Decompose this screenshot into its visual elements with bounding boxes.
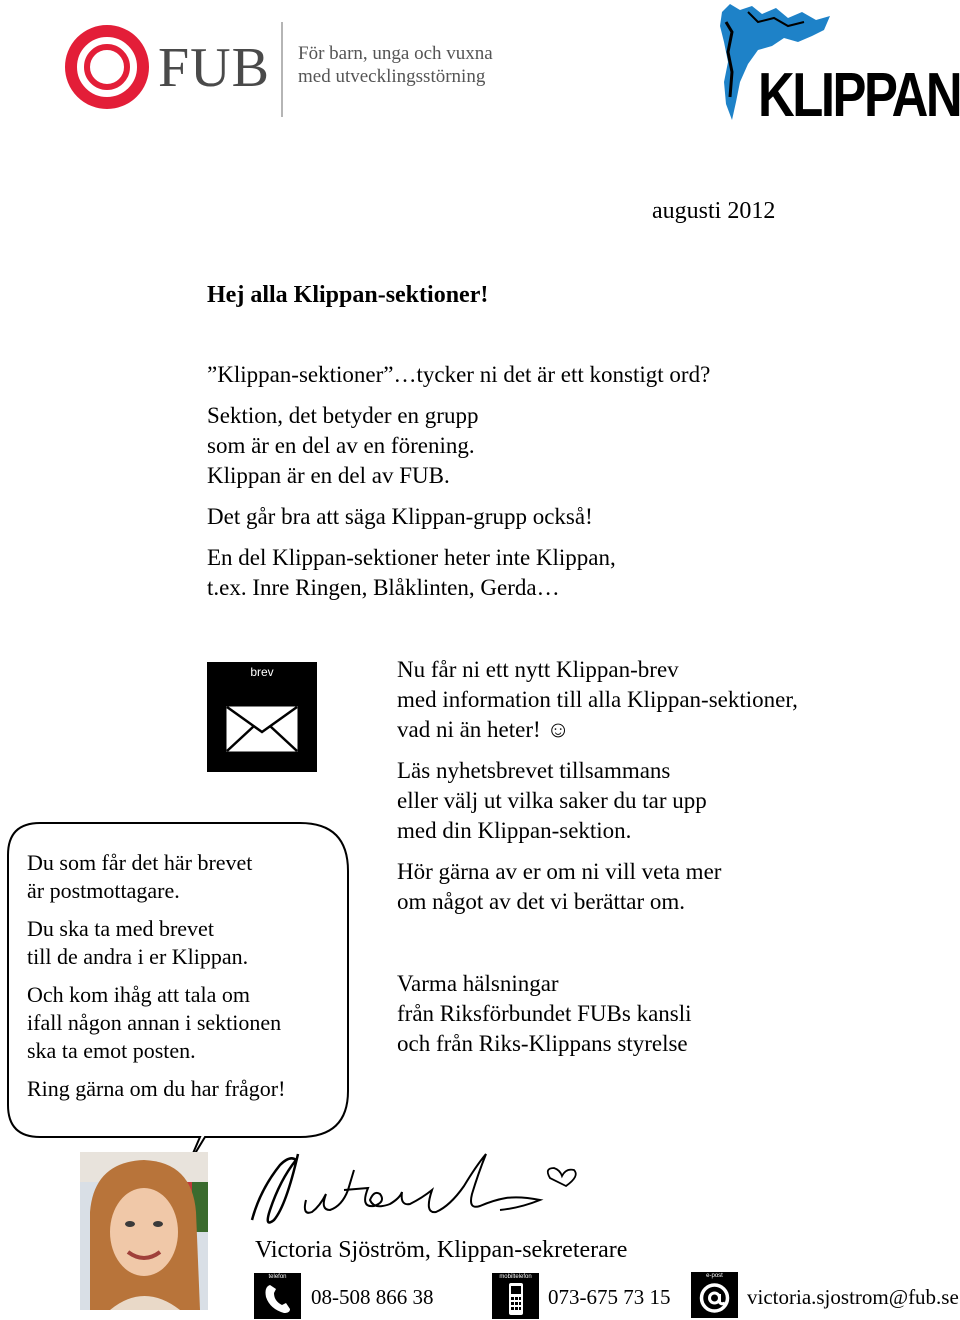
mobile-phone-icon bbox=[492, 1273, 539, 1319]
at-sign-icon bbox=[691, 1272, 738, 1318]
fub-logo bbox=[62, 22, 502, 117]
text-line: ska ta emot posten. bbox=[27, 1038, 196, 1063]
intro-text bbox=[207, 360, 710, 614]
intro-paragraph: ”Klippan-sektioner”…tycker ni det är ett konstigt ord? bbox=[207, 362, 711, 387]
message-paragraph bbox=[397, 857, 798, 917]
fub-tagline-line: För barn, unga och vuxna bbox=[298, 43, 493, 64]
speech-bubble-text bbox=[27, 849, 285, 1113]
text-line: En del Klippan-sektioner heter inte Klippan, bbox=[207, 545, 616, 570]
phone-pictogram bbox=[254, 1273, 301, 1319]
bubble-paragraph bbox=[27, 981, 285, 1065]
bubble-paragraph bbox=[27, 849, 285, 905]
text-line: Du som får det här brevet bbox=[27, 850, 253, 875]
intro-paragraph bbox=[207, 401, 710, 491]
letter-greeting: Hej alla Klippan-sektioner! bbox=[207, 282, 489, 308]
bubble-paragraph: Ring gärna om du har frågor! bbox=[27, 1076, 286, 1101]
handwritten-signature bbox=[250, 1150, 590, 1240]
closing-greetings bbox=[397, 969, 692, 1059]
email-pictogram-label: e-post bbox=[706, 1273, 723, 1279]
letter-pictogram bbox=[207, 662, 317, 772]
text-line: Varma hälsningar bbox=[397, 971, 559, 996]
message-paragraph bbox=[397, 756, 798, 846]
portrait-photo bbox=[80, 1152, 208, 1310]
envelope-icon bbox=[226, 706, 298, 752]
klippan-logo bbox=[718, 2, 960, 130]
fub-tagline bbox=[298, 42, 493, 88]
fub-divider bbox=[281, 22, 283, 117]
phone-pictogram-label: telefon bbox=[268, 1274, 287, 1280]
text-line: Sektion, det betyder en grupp bbox=[207, 403, 479, 428]
text-line: Klippan är en del av FUB. bbox=[207, 463, 450, 488]
text-line: Och kom ihåg att tala om bbox=[27, 982, 250, 1007]
main-message bbox=[397, 655, 798, 928]
mobile-pictogram-label: mobiltelefon bbox=[499, 1274, 532, 1280]
text-line: eller välj ut vilka saker du tar upp bbox=[397, 788, 707, 813]
message-paragraph bbox=[397, 655, 798, 745]
fub-ring-icon bbox=[64, 24, 150, 110]
text-line: ifall någon annan i sektionen bbox=[27, 1010, 282, 1035]
text-line: och från Riks-Klippans styrelse bbox=[397, 1031, 688, 1056]
text-line: med information till alla Klippan-sektioner, bbox=[397, 687, 798, 712]
fub-tagline-line: med utvecklingsstörning bbox=[298, 66, 486, 87]
text-line: t.ex. Inre Ringen, Blåklinten, Gerda… bbox=[207, 575, 560, 600]
signatory-name: Victoria Sjöström, Klippan-sekreterare bbox=[255, 1237, 628, 1263]
text-line: Läs nyhetsbrevet tillsammans bbox=[397, 758, 671, 783]
letter-pictogram-label: brev bbox=[250, 665, 274, 679]
text-line: om något av det vi berättar om. bbox=[397, 889, 686, 914]
intro-paragraph bbox=[207, 543, 710, 603]
text-line: från Riksförbundet FUBs kansli bbox=[397, 1001, 692, 1026]
fub-wordmark: FUB bbox=[158, 37, 270, 99]
text-line: till de andra i er Klippan. bbox=[27, 944, 249, 969]
letter-date: augusti 2012 bbox=[652, 198, 776, 224]
text-line: Nu får ni ett nytt Klippan-brev bbox=[397, 657, 679, 682]
text-line: är postmottagare. bbox=[27, 878, 180, 903]
text-line: med din Klippan-sektion. bbox=[397, 818, 632, 843]
text-line: som är en del av en förening. bbox=[207, 433, 475, 458]
email-address[interactable]: victoria.sjostrom@fub.se bbox=[747, 1285, 959, 1309]
text-line: vad ni än heter! ☺ bbox=[397, 717, 570, 742]
mobile-pictogram bbox=[492, 1273, 539, 1319]
text-line: Du ska ta med brevet bbox=[27, 916, 214, 941]
email-pictogram bbox=[691, 1272, 738, 1318]
klippan-wordmark: KLIPPAN bbox=[758, 61, 960, 130]
intro-paragraph: Det går bra att säga Klippan-grupp också! bbox=[207, 504, 593, 529]
mobile-number[interactable]: 073-675 73 15 bbox=[548, 1285, 671, 1309]
bubble-paragraph bbox=[27, 915, 285, 971]
phone-icon bbox=[254, 1273, 301, 1319]
phone-number[interactable]: 08-508 866 38 bbox=[311, 1285, 434, 1309]
text-line: Hör gärna av er om ni vill veta mer bbox=[397, 859, 722, 884]
